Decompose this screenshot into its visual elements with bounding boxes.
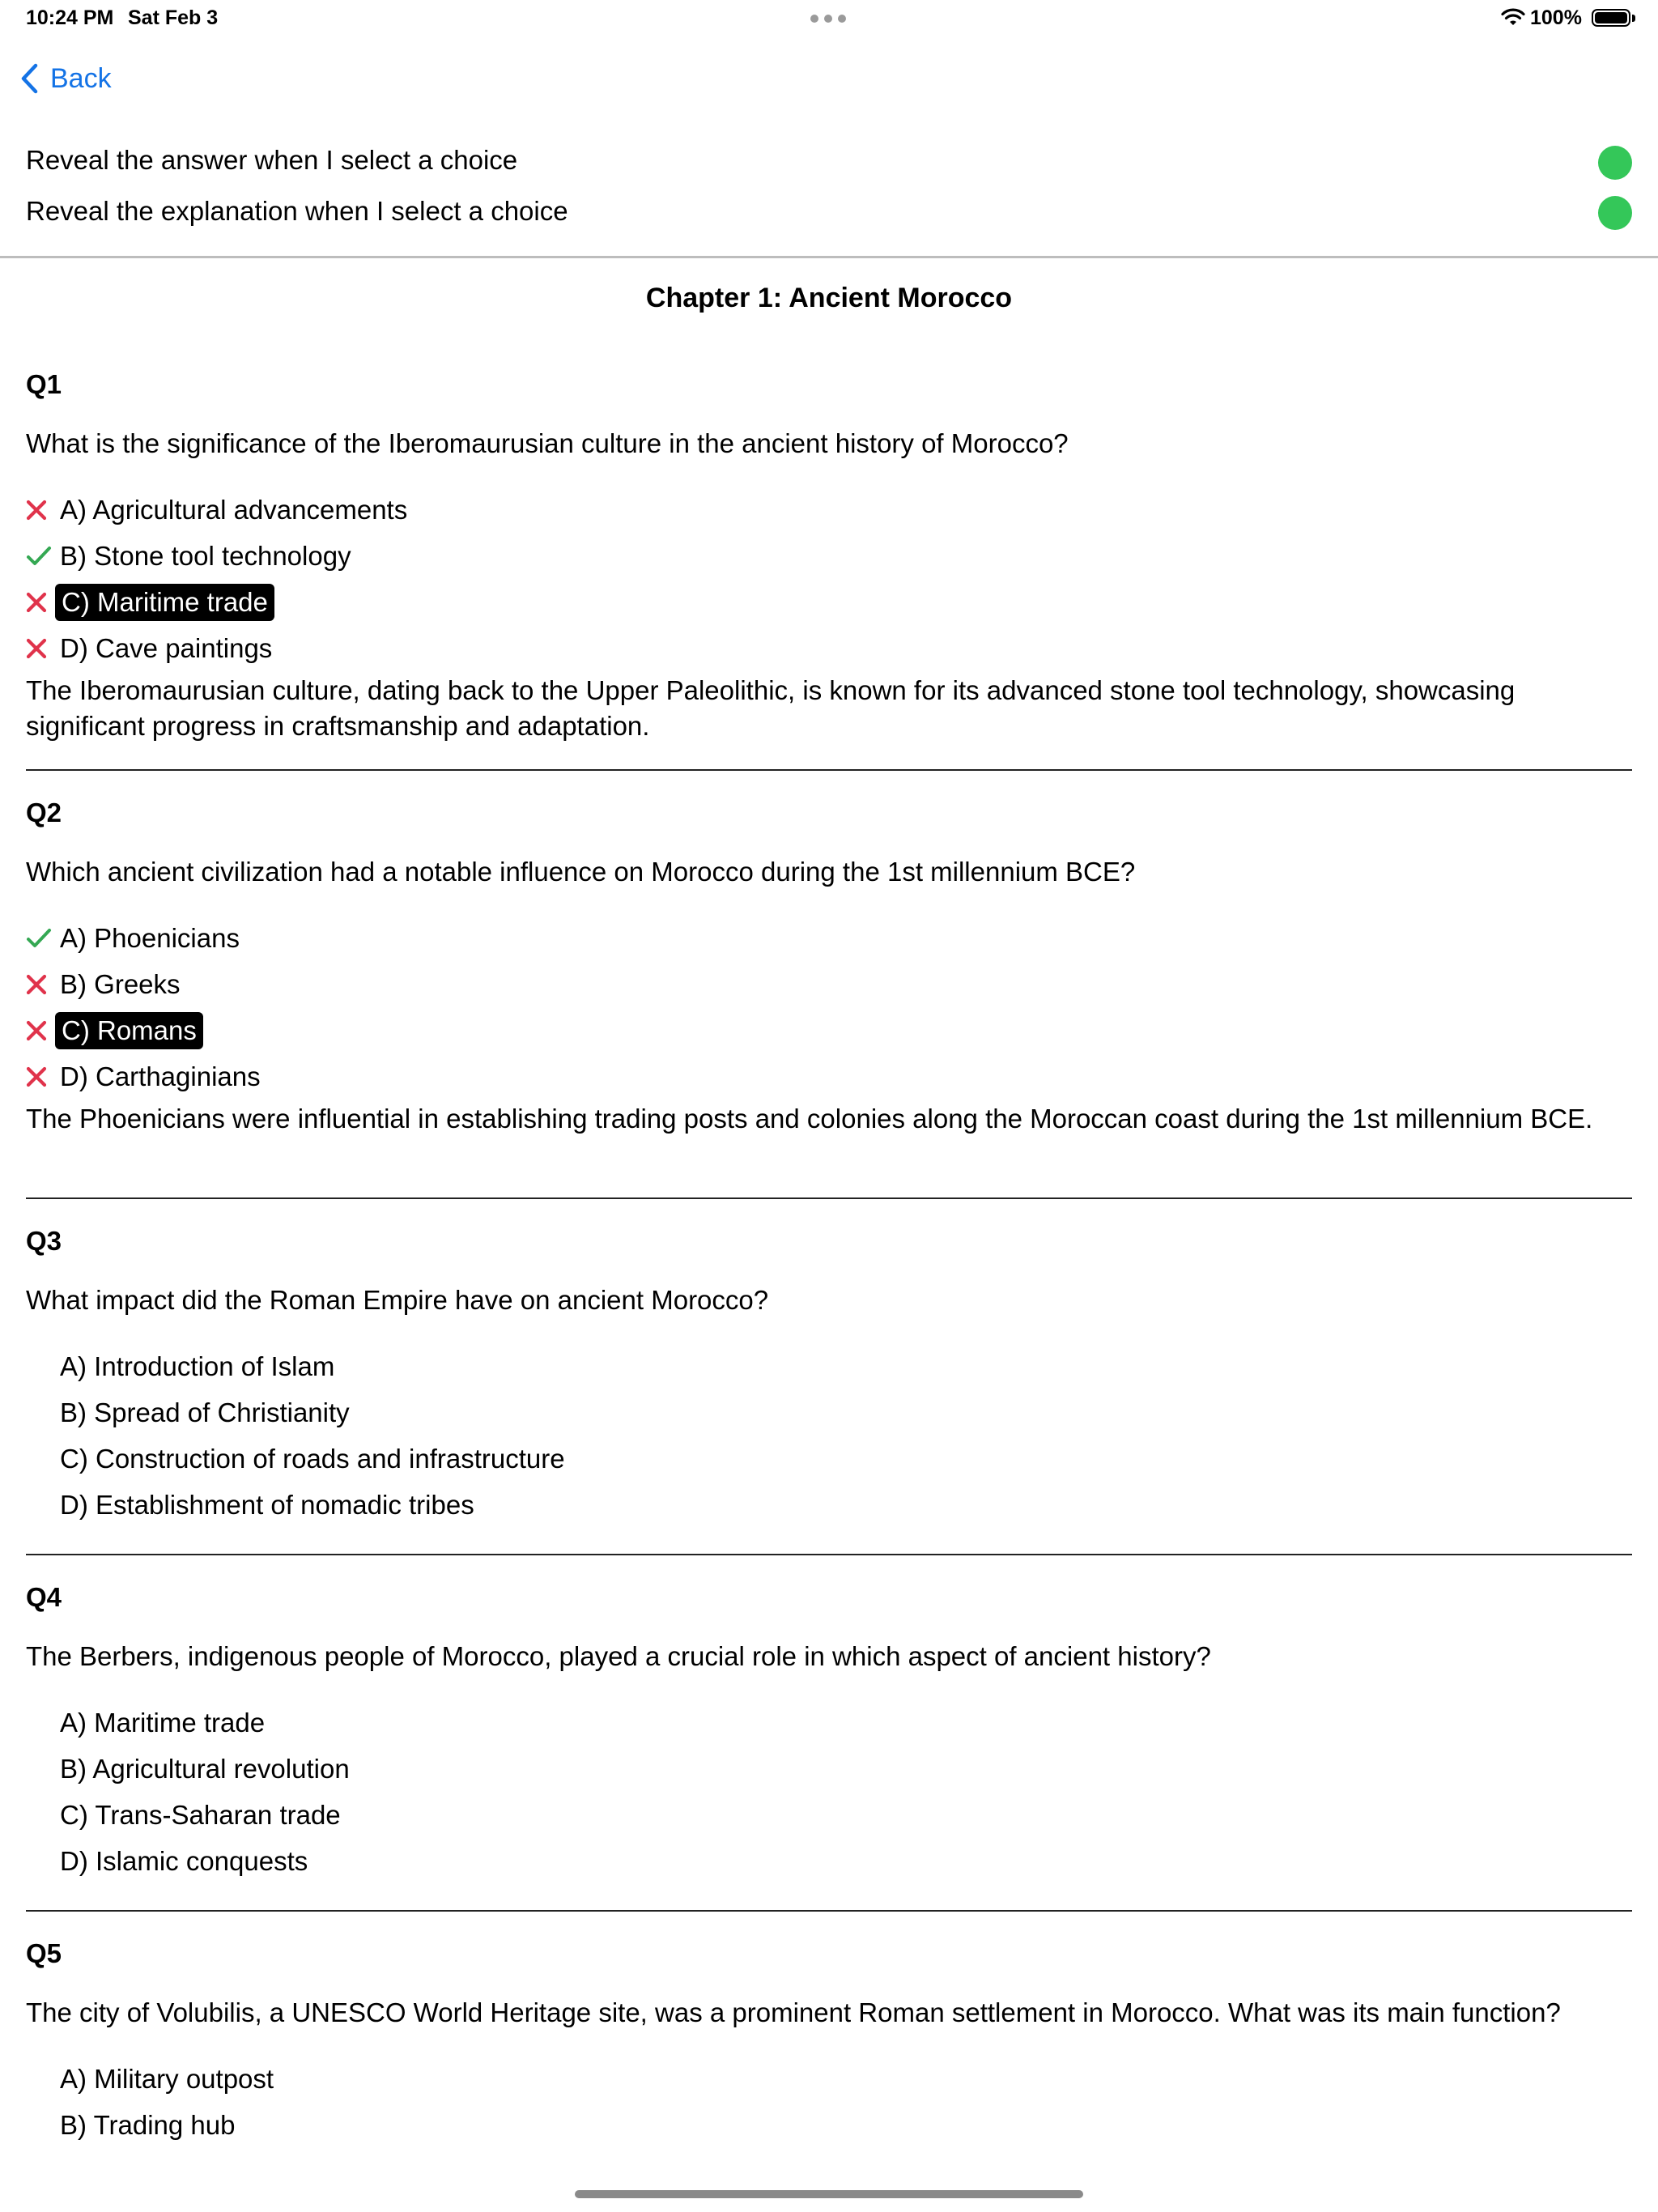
choice-text: B) Trading hub (60, 2110, 236, 2140)
multitasking-dots-icon[interactable] (810, 15, 848, 24)
choice-option[interactable] (26, 916, 246, 961)
question-divider (26, 1554, 1632, 1555)
question-label: Q2 (26, 798, 62, 827)
battery-icon (1592, 9, 1630, 27)
choice-option[interactable] (26, 1390, 356, 1436)
choice-text: B) Agricultural revolution (60, 1754, 350, 1784)
incorrect-x-icon (26, 500, 47, 521)
question-label: Q4 (26, 1582, 62, 1612)
choice-option[interactable] (26, 626, 278, 671)
choice-option[interactable] (26, 1436, 572, 1482)
choice-text: B) Stone tool technology (60, 541, 351, 571)
choice-text: D) Carthaginians (60, 1061, 261, 1091)
choice-text: A) Phoenicians (60, 923, 240, 953)
incorrect-x-icon (26, 974, 47, 995)
explanation-text: The Phoenicians were influential in establishing trading posts and colonies along the Moroccan coast during the 1st millennium BCE. (26, 1104, 1593, 1134)
incorrect-x-icon (26, 592, 47, 613)
incorrect-x-icon (26, 1066, 47, 1087)
choice-option[interactable] (26, 1008, 203, 1053)
question-label: Q3 (26, 1226, 62, 1256)
choice-option[interactable] (26, 1839, 314, 1884)
choice-option[interactable] (26, 1344, 341, 1389)
choice-option[interactable] (26, 1746, 356, 1792)
choice-text: B) Spread of Christianity (60, 1397, 350, 1427)
choice-option[interactable] (26, 2103, 241, 2148)
reveal-explanation-toggle[interactable] (1598, 196, 1632, 230)
battery-cap (1632, 15, 1635, 22)
choice-option[interactable] (26, 2057, 280, 2102)
status-date: Sat Feb 3 (128, 6, 219, 29)
choice-option[interactable] (26, 580, 274, 625)
choice-text: D) Establishment of nomadic tribes (60, 1490, 474, 1520)
choice-text: A) Introduction of Islam (60, 1351, 335, 1381)
back-button[interactable] (19, 58, 112, 99)
chapter-title: Chapter 1: Ancient Morocco (645, 283, 1013, 313)
status-bar (0, 0, 1658, 37)
battery-percent: 100% (1530, 6, 1582, 29)
incorrect-x-icon (26, 638, 47, 659)
correct-check-icon (26, 927, 52, 950)
choice-text: C) Maritime trade (55, 584, 274, 621)
status-time: 10:24 PM (26, 6, 114, 29)
choice-text: C) Construction of roads and infrastructure (60, 1444, 565, 1474)
question-label: Q5 (26, 1938, 62, 1968)
correct-check-icon (26, 545, 52, 568)
header-divider (0, 256, 1658, 258)
question-text: What impact did the Roman Empire have on ancient Morocco? (26, 1285, 769, 1315)
question-text: Which ancient civilization had a notable influence on Morocco during the 1st millennium BCE? (26, 857, 1136, 887)
question-text: The city of Volubilis, a UNESCO World Heritage site, was a prominent Roman settlement in Morocco. What was its main function? (26, 1997, 1561, 2027)
choice-option[interactable] (26, 1482, 481, 1528)
choice-text: A) Agricultural advancements (60, 495, 408, 525)
choice-option[interactable] (26, 962, 187, 1007)
choice-option[interactable] (26, 1793, 347, 1838)
chevron-left-icon (19, 63, 39, 94)
choice-text: D) Islamic conquests (60, 1846, 308, 1876)
question-divider (26, 1197, 1632, 1199)
choice-option[interactable] (26, 1054, 267, 1100)
question-text: What is the significance of the Iberomaurusian culture in the ancient history of Morocco? (26, 428, 1069, 458)
home-indicator[interactable] (575, 2190, 1083, 2198)
wifi-icon (1501, 8, 1525, 28)
choice-text: A) Maritime trade (60, 1708, 266, 1738)
question-text: The Berbers, indigenous people of Morocco, played a crucial role in which aspect of ancient history? (26, 1641, 1211, 1671)
choice-option[interactable] (26, 1700, 271, 1746)
choice-text: C) Trans-Saharan trade (60, 1800, 341, 1830)
question-label: Q1 (26, 369, 62, 399)
choice-option[interactable] (26, 487, 414, 533)
question-divider (26, 1910, 1632, 1912)
setting-reveal-explanation-label: Reveal the explanation when I select a choice (26, 196, 568, 226)
choice-text: C) Romans (55, 1012, 203, 1049)
explanation-text: The Iberomaurusian culture, dating back to the Upper Paleolithic, is known for its advanced stone tool technology, showcasing significant progress in craftsmanship and adaptation. (26, 675, 1516, 741)
setting-reveal-answer-label: Reveal the answer when I select a choice (26, 145, 518, 175)
question-divider (26, 769, 1632, 771)
choice-text: A) Military outpost (60, 2064, 274, 2094)
reveal-answer-toggle[interactable] (1598, 146, 1632, 180)
choice-option[interactable] (26, 534, 358, 579)
back-label: Back (50, 62, 112, 94)
choice-text: D) Cave paintings (60, 633, 273, 663)
choice-text: B) Greeks (60, 969, 181, 999)
incorrect-x-icon (26, 1020, 47, 1041)
